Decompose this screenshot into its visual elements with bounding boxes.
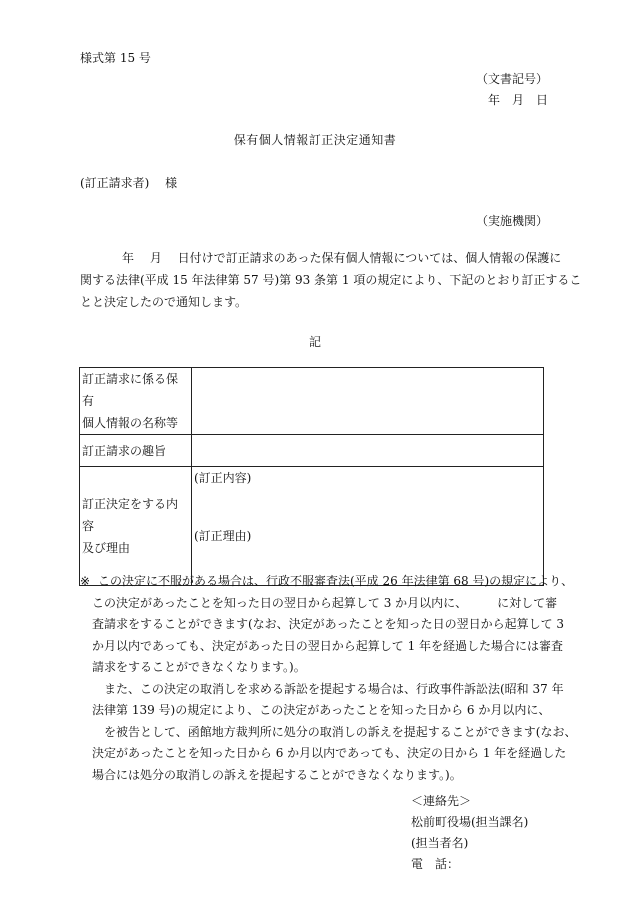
implementing-agency: （実施機関） bbox=[475, 214, 548, 228]
body-line: 関する法律(平成 15 年法律第 57 号)第 93 条第 1 項の規定により、下記のとおり訂正するこ bbox=[80, 273, 582, 287]
contact-heading: ＜連絡先＞ bbox=[411, 794, 472, 808]
row3-label-line2: 及び理由 bbox=[82, 541, 131, 555]
note-text: この決定に不服がある場合は、行政不服審査法(平成 26 年法律第 68 号)の規定により、 bbox=[98, 574, 574, 588]
contact-office: 松前町役場(担当課名) bbox=[411, 815, 529, 829]
note-line: 法律第 139 号)の規定により、この決定があったことを知った日から 6 か月以内に、 bbox=[92, 703, 551, 717]
correction-reason-label: (訂正理由) bbox=[194, 529, 252, 543]
row2-label: 訂正請求の趣旨 bbox=[82, 443, 167, 458]
note-line: 場合には処分の取消しの訴えを提起することができなくなります。)。 bbox=[92, 767, 462, 782]
note-line: この決定があったことを知った日の翌日から起算して 3 か月以内に、 に対して審 bbox=[92, 595, 558, 610]
contact-block bbox=[411, 791, 528, 875]
note-line: 決定があったことを知った日から 6 か月以内であっても、決定の日から 1 年を経過した bbox=[92, 746, 567, 760]
correction-content-label: (訂正内容) bbox=[194, 471, 252, 485]
note-line: また、この決定の取消しを求める訴訟を提起する場合は、行政事件訴訟法(昭和 37 年 bbox=[104, 681, 564, 696]
label-cell bbox=[80, 368, 192, 435]
table-row bbox=[80, 467, 544, 586]
note-mark: ※ bbox=[80, 574, 91, 588]
note-line: か月以内であっても、決定があった日の翌日から起算して 1 年を経過した場合には審査 bbox=[92, 638, 564, 653]
decision-details-table bbox=[79, 367, 544, 586]
note-line bbox=[80, 571, 574, 593]
table-row bbox=[80, 368, 544, 435]
value-cell bbox=[192, 467, 544, 586]
row1-label-line1: 訂正請求に係る保有 bbox=[82, 372, 179, 408]
appeal-notes bbox=[80, 571, 577, 786]
note-line: 請求をすることができなくなります。)。 bbox=[92, 660, 306, 674]
note-line: 査請求をすることができます(なお、決定があったことを知った日の翌日から起算して 3 bbox=[92, 617, 565, 631]
form-number: 様式第 15 号 bbox=[80, 51, 151, 65]
document-code: （文書記号） bbox=[475, 72, 548, 86]
notice-body bbox=[80, 247, 582, 313]
row1-label-line2: 個人情報の名称等 bbox=[82, 416, 179, 430]
label-cell bbox=[80, 435, 192, 467]
table-row bbox=[80, 435, 544, 467]
contact-phone: 電 話： bbox=[411, 857, 460, 871]
row3-label-line1: 訂正決定をする内容 bbox=[82, 497, 179, 533]
document-title: 保有個人情報訂正決定通知書 bbox=[233, 133, 397, 147]
body-line: とと決定したので通知します。 bbox=[80, 295, 248, 309]
note-line: を被告として、函館地方裁判所に処分の取消しの訴えを提起することができます(なお、 bbox=[104, 724, 577, 739]
value-cell bbox=[192, 435, 544, 467]
label-cell bbox=[80, 467, 192, 586]
ki-heading: 記 bbox=[308, 335, 321, 349]
body-line: 年 月 日付けで訂正請求のあった保有個人情報については、個人情報の保護に bbox=[122, 251, 562, 265]
contact-person: (担当者名) bbox=[411, 836, 469, 850]
issue-date: 年 月 日 bbox=[487, 93, 548, 107]
value-cell bbox=[192, 368, 544, 435]
requester-name: (訂正請求者) 様 bbox=[80, 176, 178, 190]
